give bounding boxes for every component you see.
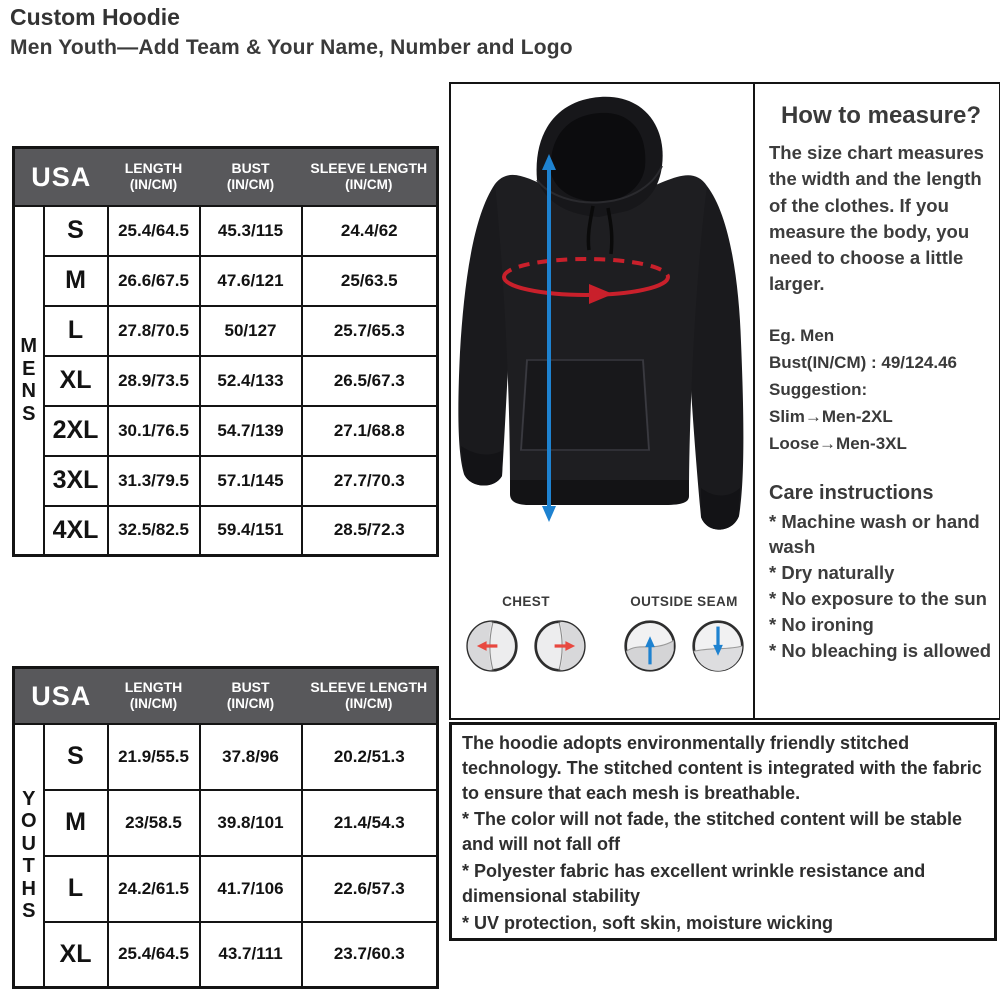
size-row <box>14 922 438 988</box>
text-line: * Machine wash or hand wash <box>769 510 980 558</box>
chest-measure-right-icon <box>533 619 587 673</box>
size-row <box>14 306 438 356</box>
text-line: * Polyester fabric has excellent wrinkle resistance and dimensional stability <box>462 861 926 906</box>
measure-pane <box>755 84 999 718</box>
text-line: Loose→Men-3XL <box>769 434 907 454</box>
value-cell: 32.5/82.5 <box>108 506 200 556</box>
size-row <box>14 506 438 556</box>
value-cell: 24.4/62 <box>302 206 438 256</box>
value-cell: 50/127 <box>200 306 302 356</box>
page-title: Custom Hoodie <box>10 4 180 30</box>
text-line: Slim→Men-2XL <box>769 407 893 427</box>
value-cell: 20.2/51.3 <box>302 724 438 790</box>
value-cell: 43.7/111 <box>200 922 302 988</box>
measure-icons-row <box>451 594 753 673</box>
text-line: The hoodie adopts environmentally friendly stitched technology. The stitched content is integrated with the fabric to ensure that each mesh is breathable. <box>462 733 982 803</box>
value-cell: 22.6/57.3 <box>302 856 438 922</box>
column-header: USA <box>14 148 108 206</box>
sizing-example <box>769 322 993 458</box>
size-row <box>14 790 438 856</box>
hoodie-image <box>451 84 753 589</box>
value-cell: 21.9/55.5 <box>108 724 200 790</box>
value-cell: 28.9/73.5 <box>108 356 200 406</box>
value-cell: 47.6/121 <box>200 256 302 306</box>
text-line: * Dry naturally <box>769 562 895 584</box>
size-row <box>14 356 438 406</box>
size-cell: XL <box>44 922 108 988</box>
size-row <box>14 256 438 306</box>
value-cell: 25.4/64.5 <box>108 922 200 988</box>
hoodie-pane <box>451 84 755 718</box>
text-line: * The color will not fade, the stitched content will be stable and will not fall off <box>462 809 963 855</box>
value-cell: 41.7/106 <box>200 856 302 922</box>
value-cell: 21.4/54.3 <box>302 790 438 856</box>
youths-size-chart <box>12 666 439 989</box>
value-cell: 45.3/115 <box>200 206 302 256</box>
size-cell: 3XL <box>44 456 108 506</box>
column-header: SLEEVE LENGTH (IN/CM) <box>302 668 438 724</box>
text-line: Bust(IN/CM) : 49/124.46 <box>769 352 957 372</box>
seam-measure-up-icon <box>623 619 677 673</box>
size-cell: S <box>44 724 108 790</box>
value-cell: 26.6/67.5 <box>108 256 200 306</box>
size-cell: L <box>44 856 108 922</box>
care-heading: Care instructions <box>769 481 934 504</box>
value-cell: 59.4/151 <box>200 506 302 556</box>
chest-label: CHEST <box>502 594 550 609</box>
group-label: M E N S <box>14 206 44 556</box>
outside-seam-icon-group <box>623 594 745 673</box>
value-cell: 39.8/101 <box>200 790 302 856</box>
value-cell: 24.2/61.5 <box>108 856 200 922</box>
column-header: LENGTH (IN/CM) <box>108 148 200 206</box>
size-cell: XL <box>44 356 108 406</box>
group-label: Y O U T H S <box>14 724 44 988</box>
column-header: SLEEVE LENGTH (IN/CM) <box>302 148 438 206</box>
column-header: USA <box>14 668 108 724</box>
how-to-measure-body: The size chart measures the width and the length of the clothes. If you measure the body, you need to choose a little larger. <box>769 142 984 295</box>
size-cell: M <box>44 790 108 856</box>
size-row <box>14 456 438 506</box>
text-line: * No exposure to the sun <box>769 588 987 610</box>
size-cell: 4XL <box>44 506 108 556</box>
size-row <box>14 856 438 922</box>
measure-box <box>449 82 1000 720</box>
size-row <box>14 406 438 456</box>
text-line: Suggestion: <box>769 379 868 399</box>
care-instructions <box>769 482 993 664</box>
seam-measure-down-icon <box>691 619 745 673</box>
text-line: * UV protection, soft skin, moisture wicking <box>462 912 834 933</box>
size-row <box>14 724 438 790</box>
chest-measure-left-icon <box>465 619 519 673</box>
value-cell: 23/58.5 <box>108 790 200 856</box>
care-items <box>769 509 993 664</box>
text-line: * No bleaching is allowed <box>769 639 992 661</box>
value-cell: 30.1/76.5 <box>108 406 200 456</box>
value-cell: 27.1/68.8 <box>302 406 438 456</box>
column-header: BUST (IN/CM) <box>200 148 302 206</box>
size-cell: S <box>44 206 108 256</box>
value-cell: 37.8/96 <box>200 724 302 790</box>
size-cell: L <box>44 306 108 356</box>
value-cell: 26.5/67.3 <box>302 356 438 406</box>
text-line: * No ironing <box>769 614 874 636</box>
value-cell: 57.1/145 <box>200 456 302 506</box>
value-cell: 27.8/70.5 <box>108 306 200 356</box>
value-cell: 25.4/64.5 <box>108 206 200 256</box>
value-cell: 25/63.5 <box>302 256 438 306</box>
value-cell: 52.4/133 <box>200 356 302 406</box>
how-to-measure-heading: How to measure? <box>780 102 982 129</box>
mens-size-chart <box>12 146 439 557</box>
product-description-box <box>449 722 997 941</box>
chest-icon-group <box>465 594 587 673</box>
value-cell: 25.7/65.3 <box>302 306 438 356</box>
value-cell: 28.5/72.3 <box>302 506 438 556</box>
value-cell: 54.7/139 <box>200 406 302 456</box>
value-cell: 31.3/79.5 <box>108 456 200 506</box>
outside-seam-label: OUTSIDE SEAM <box>630 594 738 609</box>
value-cell: 23.7/60.3 <box>302 922 438 988</box>
size-cell: 2XL <box>44 406 108 456</box>
column-header: LENGTH (IN/CM) <box>108 668 200 724</box>
page-subtitle: Men Youth—Add Team & Your Name, Number and Logo <box>10 36 573 59</box>
size-cell: M <box>44 256 108 306</box>
size-row <box>14 206 438 256</box>
text-line: Eg. Men <box>769 325 835 345</box>
value-cell: 27.7/70.3 <box>302 456 438 506</box>
column-header: BUST (IN/CM) <box>200 668 302 724</box>
